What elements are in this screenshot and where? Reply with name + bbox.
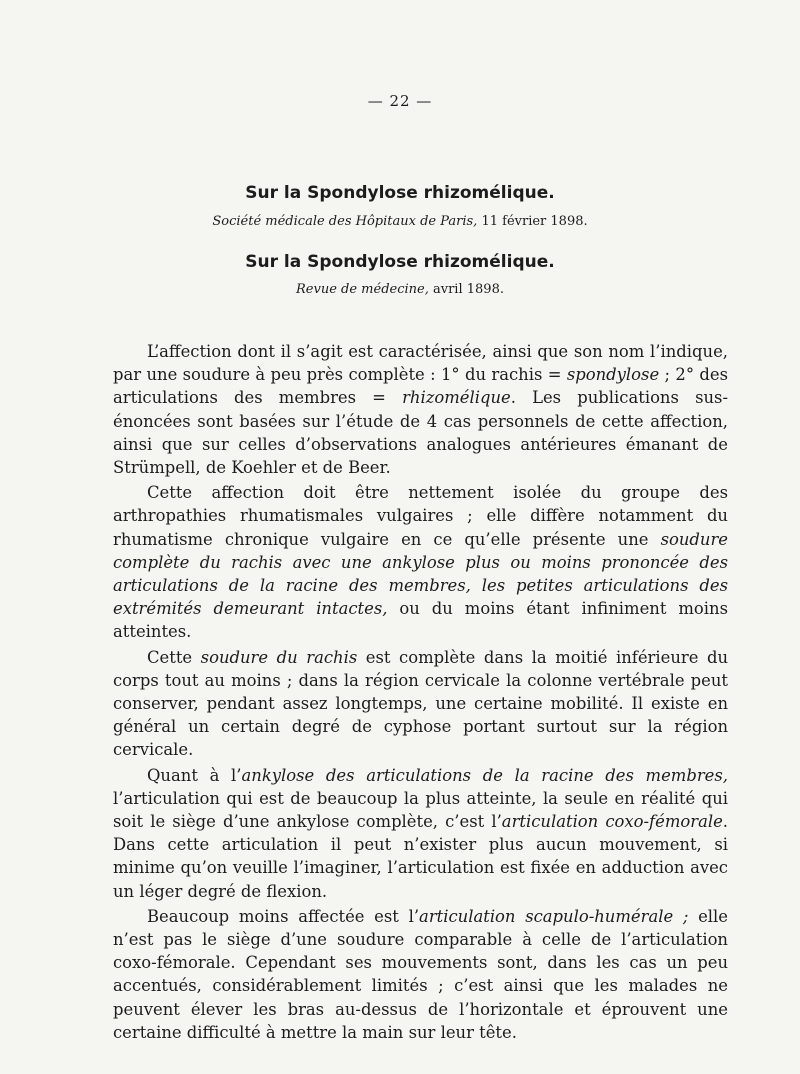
p4-text-e: . Dans cette articulation il peut n’exister plus aucun mouvement, si minime qu’on veuille l’imaginer, l’articulation est fixée en adduction avec un léger degré de flexion. xyxy=(113,812,729,901)
source-date-2: avril 1898. xyxy=(433,282,504,297)
source-date-1: 11 février 1898. xyxy=(481,214,588,229)
p1-text-a: L’affection dont il s’agit est caractérisée, ainsi que son nom l’indique, par une soudure à peu près complète : 1° du rachis = xyxy=(113,342,728,385)
paragraph-5 xyxy=(113,905,728,1044)
p3-text-a: Cette xyxy=(147,647,201,667)
p4-italic-b: ankylose des articulations de la racine des membres, xyxy=(241,765,728,785)
p2-text-a: Cette affection doit être nettement isolée du groupe des arthropathies rhumatismales vulgaires ; elle diffère notamment du rhumatisme chronique vulgaire en ce qu’elle présente une xyxy=(113,483,728,549)
paragraph-1 xyxy=(113,340,728,479)
p1-italic-d: rhizomélique xyxy=(402,388,511,408)
p4-italic-d: articulation coxo-fémorale xyxy=(501,812,723,832)
entry-source-2 xyxy=(0,282,800,297)
source-journal-1: Société médicale des Hôpitaux de Paris, xyxy=(212,214,478,229)
p2-text-c: ou du moins étant infiniment moins atteintes. xyxy=(113,599,728,642)
entry-title-1: Sur la Spondylose rhizomélique. xyxy=(245,183,555,203)
entry-title-2: Sur la Spondylose rhizomélique. xyxy=(245,252,555,272)
page-number: — 22 — xyxy=(367,92,433,110)
p4-text-a: Quant à l’ xyxy=(147,765,242,785)
paragraph-2 xyxy=(113,481,728,643)
body-text xyxy=(113,340,728,1044)
paragraph-3 xyxy=(113,646,728,762)
paragraph-4 xyxy=(113,764,728,903)
p1-text-c: ; 2° des articulations des membres = xyxy=(113,365,728,408)
entry-source-1 xyxy=(0,214,800,229)
p1-text-e: . Les publications sus-énoncées sont basées sur l’étude de 4 cas personnels de cette affection, ainsi que sur celles d’observations analogues antérieures émanant de Strümpell, de Koehler et de Beer. xyxy=(113,388,728,478)
source-journal-2: Revue de médecine, xyxy=(296,282,429,297)
p2-italic-b: soudure complète du rachis avec une ankylose plus ou moins prononcée des articulations de la racine des membres, les petites articulations des extrémités demeurant intactes, xyxy=(113,529,728,619)
p3-text-c: est complète dans la moitié inférieure du corps tout au moins ; dans la région cervicale la colonne vertébrale peut conserver, pendant assez longtemps, une certaine mobilité. Il existe en général un certain degré de cyphose portant surtout sur la région cervicale. xyxy=(113,647,729,760)
p3-italic-b: soudure du rachis xyxy=(200,647,358,667)
p5-text-c: elle n’est pas le siège d’une soudure comparable à celle de l’articulation coxo-fémorale. Cependant ses mouvements sont, dans les cas un peu accentués, considérablement limités ; c’est ainsi que les malades ne peuvent élever les bras au-dessus de l’horizontale et éprouvent une certaine difficulté à mettre la main sur leur tête. xyxy=(113,906,728,1042)
p1-italic-b: spondylose xyxy=(566,365,660,385)
p4-text-c: l’articulation qui est de beaucoup la plus atteinte, la seule en réalité qui soit le siège d’une ankylose complète, c’est l’ xyxy=(113,788,728,832)
p5-text-a: Beaucoup moins affectée est l’ xyxy=(147,906,420,926)
p5-italic-b: articulation scapulo-humérale ; xyxy=(419,906,689,926)
